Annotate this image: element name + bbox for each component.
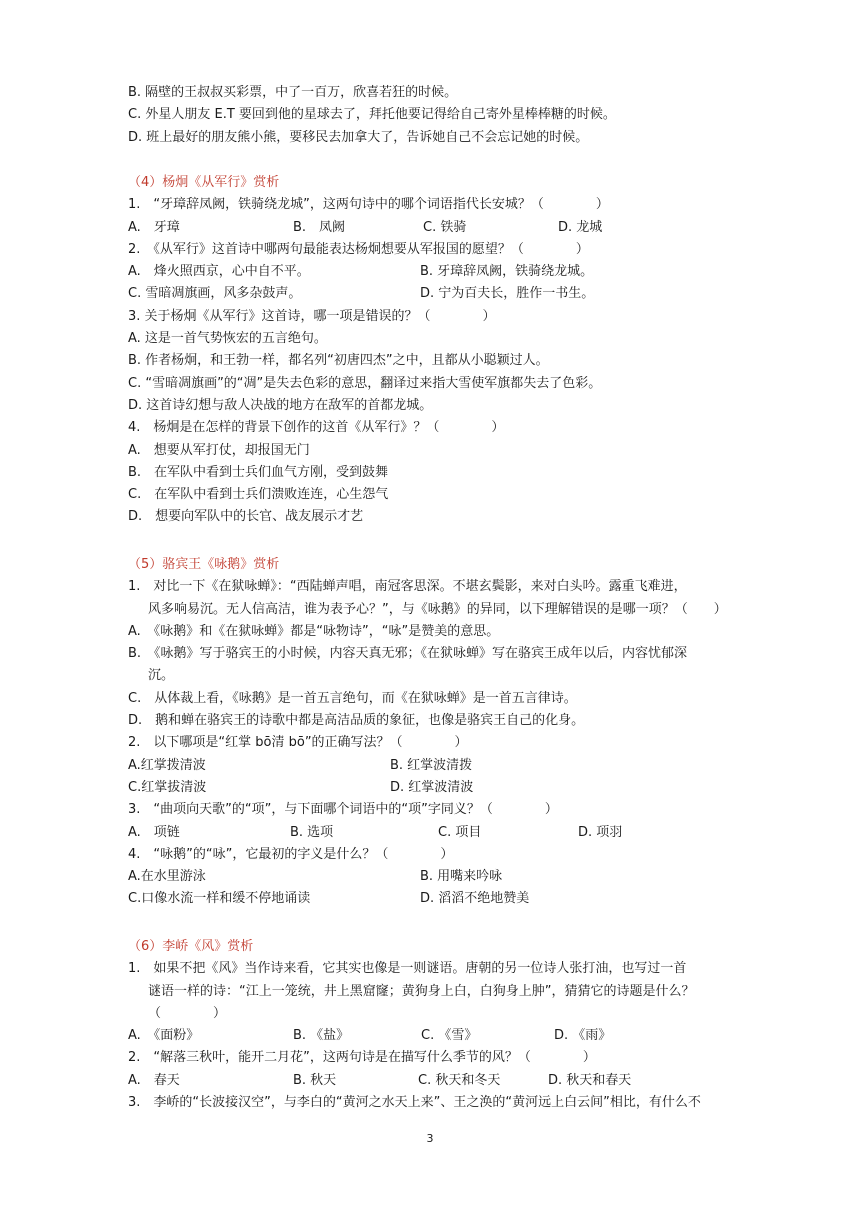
- question-2: 2. “解落三秋叶，能开二月花”，这两句诗是在描写什么季节的风？（ ）: [128, 1050, 596, 1066]
- option-b: B. 《盐》: [293, 1028, 350, 1044]
- option-c: C. 《雪》: [421, 1028, 478, 1044]
- option-a: A. 项链: [128, 824, 180, 840]
- option-b-line-2: 沉。: [148, 668, 175, 684]
- section-title: （4）杨炯《从军行》赏析: [128, 175, 280, 190]
- section-title: （5）骆宾王《咏鹅》赏析: [128, 557, 280, 572]
- option-a: A.红掌拨清波: [128, 757, 206, 773]
- question-2-options-cd: [128, 283, 788, 305]
- option-d: D. 项羽: [578, 824, 623, 840]
- section-title: （6）李峤《风》赏析: [128, 939, 254, 954]
- option-b: B. 在军队中看到士兵们血气方刚，受到鼓舞: [128, 464, 389, 480]
- question-1-line-3: （ ）: [148, 1005, 227, 1021]
- question-4: 4. “咏鹅”的“咏”，它最初的字义是什么？（ ）: [128, 846, 454, 862]
- question-4-options-cd: [128, 888, 788, 910]
- question-3: 3. “曲项向天歌”的“项”，与下面哪个词语中的“项”字同义？（ ）: [128, 802, 558, 818]
- section-4: [128, 172, 788, 529]
- option-d: D. 班上最好的朋友熊小熊，要移民去加拿大了，告诉她自己不会忘记她的时候。: [128, 129, 589, 145]
- option-c: C. 项目: [438, 824, 482, 840]
- option-c: C. 雪暗凋旗画，风多杂鼓声。: [128, 286, 302, 302]
- option-c: C. “雪暗凋旗画”的“凋”是失去色彩的意思，翻译过来指大雪使军旗都失去了色彩。: [128, 375, 602, 391]
- option-a: A. 春天: [128, 1072, 180, 1088]
- option-b: B. 作者杨炯，和王勃一样，都名列“初唐四杰”之中，且都从小聪颖过人。: [128, 353, 549, 369]
- option-a: A. 这是一首气势恢宏的五言绝句。: [128, 331, 327, 347]
- option-a: A. 牙璋: [128, 219, 180, 235]
- option-c: C.红掌拔清波: [128, 779, 207, 795]
- option-b: B. 选项: [290, 824, 334, 840]
- section-5: [128, 554, 788, 911]
- option-d: D. 宁为百夫长，胜作一书生。: [420, 286, 595, 302]
- question-1-options: [128, 1025, 788, 1047]
- question-4: 4. 杨炯是在怎样的背景下创作的这首《从军行》？（ ）: [128, 420, 505, 436]
- option-d: D. 《雨》: [554, 1028, 612, 1044]
- question-2-options-ab: [128, 755, 788, 777]
- question-1-options: [128, 217, 788, 239]
- question-4-options-ab: [128, 866, 788, 888]
- option-c: C. 秋天和冬天: [418, 1072, 501, 1088]
- question-2: 2. 《从军行》这首诗中哪两句最能表达杨炯想要从军报国的愿望？（ ）: [128, 241, 589, 257]
- question-2-options-ab: [128, 261, 788, 283]
- option-b: B. 牙璋辞凤阙，铁骑绕龙城。: [420, 264, 594, 280]
- option-d: D. 滔滔不绝地赞美: [420, 891, 530, 907]
- option-a: A.在水里游泳: [128, 869, 206, 885]
- question-2-options: [128, 1070, 788, 1092]
- option-d: D. 龙城: [558, 219, 603, 235]
- option-d: D. 秋天和春天: [548, 1072, 632, 1088]
- option-b: B. 凤阙: [293, 219, 346, 235]
- option-a: A. 《咏鹅》和《在狱咏蝉》都是“咏物诗”，“咏”是赞美的意思。: [128, 623, 500, 639]
- option-b: B. 用嘴来吟咏: [420, 869, 503, 885]
- question-1-line-2: 谜语一样的诗：“江上一笼统，井上黑窟窿；黄狗身上白，白狗身上肿”，猜猜它的诗题是什么？: [148, 983, 695, 999]
- option-c: C. 铁骑: [423, 219, 467, 235]
- option-b: B. 红掌波清拨: [390, 757, 473, 773]
- section-6: [128, 936, 788, 1114]
- option-c: C. 外星人朋友 E.T 要回到他的星球去了，拜托他要记得给自己寄外星棒棒糖的时候。: [128, 107, 616, 123]
- option-b: B. 秋天: [293, 1072, 337, 1088]
- option-c: C. 从体裁上看，《咏鹅》是一首五言绝句，而《在狱咏蝉》是一首五言律诗。: [128, 690, 577, 706]
- option-a: A. 烽火照西京，心中自不平。: [128, 264, 310, 280]
- page-number: 3: [426, 1132, 434, 1145]
- question-1-line-1: 1. 如果不把《风》当作诗来看，它其实也像是一则谜语。唐朝的另一位诗人张打油，也写过一首: [128, 961, 687, 977]
- option-d: D. 想要向军队中的长官、战友展示才艺: [128, 509, 364, 525]
- option-d: D. 红掌波清波: [390, 779, 474, 795]
- option-d: D. 鹅和蝉在骆宾王的诗歌中都是高洁品质的象征，也像是骆宾王自己的化身。: [128, 713, 585, 729]
- option-b-line-1: B. 《咏鹅》写于骆宾王的小时候，内容天真无邪；《在狱咏蝉》写在骆宾王成年以后，内容忧郁深: [128, 646, 688, 662]
- question-1-line-1: 1. 对比一下《在狱咏蝉》：“西陆蝉声唱，南冠客思深。不堪玄鬓影，来对白头吟。露重飞难进，: [128, 579, 687, 595]
- question-3-options: [128, 822, 788, 844]
- option-c: C. 在军队中看到士兵们溃败连连，心生怨气: [128, 487, 389, 503]
- question-2: 2. 以下哪项是“红掌 bō清 bō”的正确写法？（ ）: [128, 735, 468, 751]
- question-3: 3. 关于杨炯《从军行》这首诗，哪一项是错误的？（ ）: [128, 308, 496, 324]
- top-options: [128, 82, 788, 149]
- option-c: C.口像水流一样和缓不停地诵读: [128, 891, 311, 907]
- question-2-options-cd: [128, 777, 788, 799]
- option-a: A. 想要从军打仗，却报国无门: [128, 442, 310, 458]
- question-1: 1. “牙璋辞凤阙，铁骑绕龙城”，这两句诗中的哪个词语指代长安城？（ ）: [128, 197, 609, 213]
- option-a: A. 《面粉》: [128, 1028, 200, 1044]
- option-b: B. 隔壁的王叔叔买彩票，中了一百万，欣喜若狂的时候。: [128, 85, 458, 100]
- question-3: 3. 李峤的“长波接汉空”，与李白的“黄河之水天上来”、王之涣的“黄河远上白云间”相比，有什么不: [128, 1095, 701, 1111]
- question-1-line-2: 风多响易沉。无人信高洁，谁为表予心？”，与《咏鹅》的异同，以下理解错误的是哪一项？（ ）: [148, 601, 727, 617]
- option-d: D. 这首诗幻想与敌人决战的地方在敌军的首都龙城。: [128, 397, 433, 413]
